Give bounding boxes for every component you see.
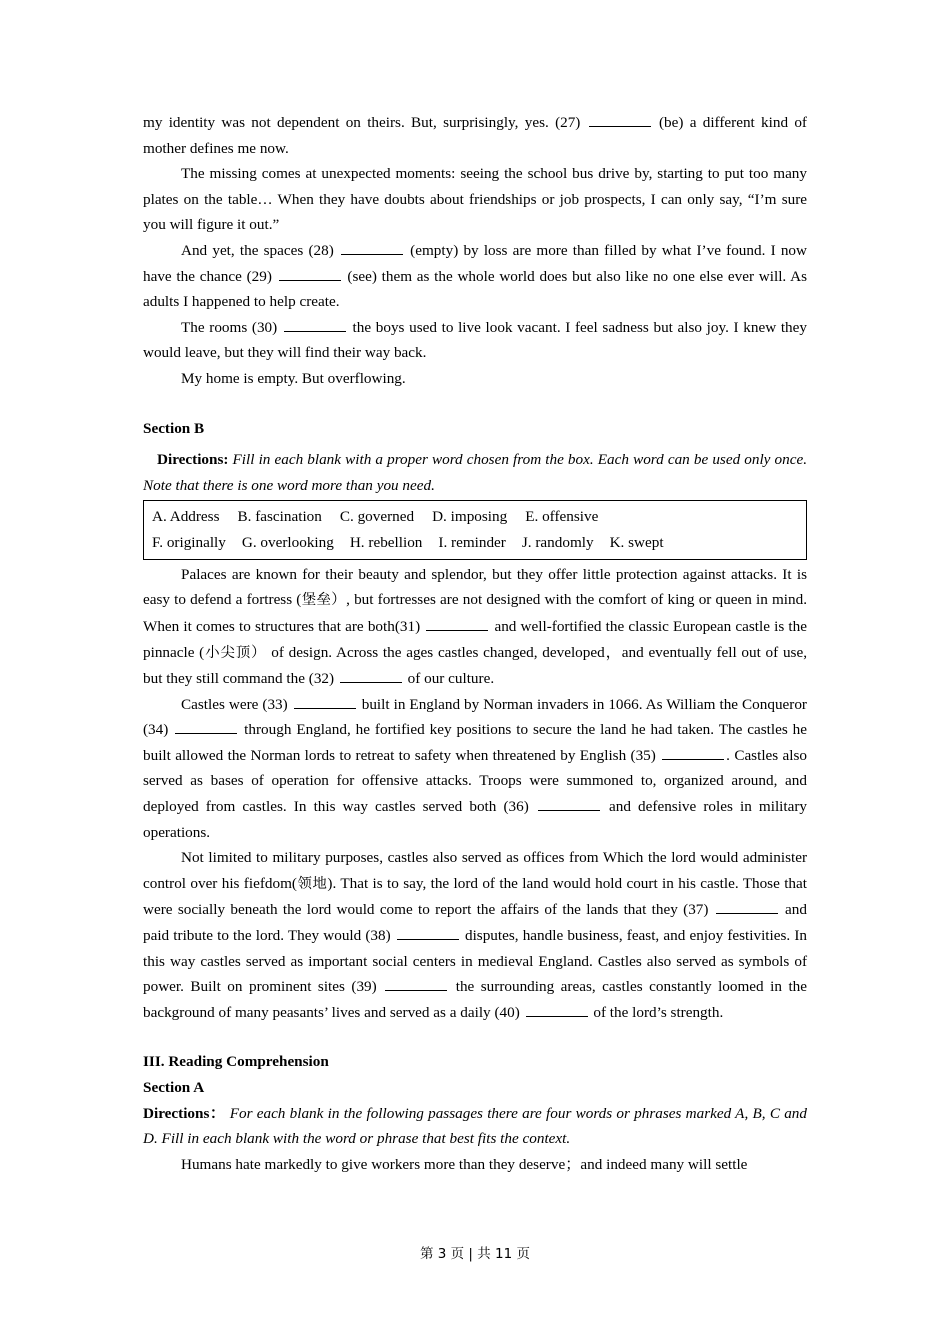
directions-text: For each blank in the following passages there are four words or phrases marked A, B, C and D. Fill in each blank with the word or phrase that best fits the context. — [143, 1104, 807, 1148]
paragraph: Not limited to military purposes, castles also served as offices from Which the lord would administer control over his fiefdom(领地). That is to say, the lord of the land would hold court in his castle. Those that were socially beneath the lord would come to report the affairs of the lands that they (37) and paid tribute to the lord. They would (38) disputes, handle business, feast, and enjoy festivities. In this way castles served as important social centers in medieval England. Castles also served as symbols of power. Built on prominent sites (39) the surrounding areas, castles constantly loomed in the background of many peasants’ lives and served as a daily (40) of the lord’s strength. — [143, 849, 807, 1021]
spacer — [143, 392, 807, 416]
answer-blank[interactable] — [397, 925, 459, 940]
answer-blank[interactable] — [279, 265, 341, 280]
word-bank-item: G. overlooking — [241, 533, 334, 551]
chinese-gloss: 堡垒） — [301, 592, 347, 609]
paragraph: The rooms (30) the boys used to live look vacant. I feel sadness but also joy. I knew they would leave, but they will find their way back. — [143, 315, 807, 366]
word-bank-item: D. imposing — [432, 508, 508, 526]
answer-blank[interactable] — [538, 796, 600, 811]
answer-blank[interactable] — [589, 112, 651, 127]
directions-label: Directions: — [157, 451, 229, 469]
word-bank-item: H. rebellion — [349, 533, 423, 551]
word-bank-item: F. originally — [152, 533, 226, 551]
word-bank-item: I. reminder — [438, 533, 506, 551]
answer-blank[interactable] — [526, 1001, 588, 1016]
section-iii-subheading: Section A — [143, 1079, 205, 1096]
paragraph: And yet, the spaces (28) (empty) by loss are more than filled by what I’ve found. I now have the chance (29) (see) them as the whole world does but also like no one else ever will. As adults I happened to help create. — [143, 238, 807, 315]
section-b-heading: Section B — [143, 419, 205, 437]
answer-blank[interactable] — [294, 693, 356, 708]
chinese-gloss: 小尖顶） — [204, 644, 267, 661]
word-bank-row-2 — [152, 530, 798, 555]
word-bank-item: K. swept — [609, 533, 664, 551]
directions-text: Fill in each blank with a proper word chosen from the box. Each word can be used only once. Note that there is one word more than you need. — [143, 451, 807, 494]
paragraph: My home is empty. But overflowing. — [181, 369, 406, 387]
word-bank-box — [143, 500, 807, 559]
word-bank-item: J. randomly — [521, 533, 594, 551]
answer-blank[interactable] — [284, 316, 346, 331]
section-iii-heading: III. Reading Comprehension — [143, 1053, 329, 1071]
answer-blank[interactable] — [716, 899, 778, 914]
answer-blank[interactable] — [340, 668, 402, 683]
section-b-directions — [143, 447, 807, 498]
directions-label: Directions： — [143, 1104, 226, 1122]
paragraph: The missing comes at unexpected moments: seeing the school bus drive by, starting to put too many plates on the table… When they have doubts about friendships or job prospects, I can only say, “I’m sure you will figure it out.” — [143, 165, 807, 234]
section-iii-passage — [143, 1152, 807, 1178]
section-iii-directions — [143, 1101, 807, 1152]
paragraph: Humans hate markedly to give workers more than they deserve；and indeed many will settle — [181, 1155, 748, 1173]
answer-blank[interactable] — [341, 240, 403, 255]
paragraph: Palaces are known for their beauty and splendor, but they offer little protection against attacks. It is easy to defend a fortress (堡垒）, but fortresses are not designed with the comfort of king or queen in mind. When it comes to structures that are both(31) and well-fortified the classic European castle is the pinnacle (小尖顶） of design. Across the ages castles changed, developed，and eventually fell out of use, but they still command the (32) of our culture. — [143, 565, 807, 688]
word-bank-item: E. offensive — [525, 508, 599, 526]
chinese-gloss: 领地 — [296, 875, 328, 892]
answer-blank[interactable] — [385, 976, 447, 991]
word-bank-row-1 — [152, 504, 798, 529]
word-bank-item: C. governed — [339, 508, 415, 526]
word-bank-item: A. Address — [152, 508, 220, 526]
spacer — [143, 1025, 807, 1049]
answer-blank[interactable] — [175, 719, 237, 734]
part-a-passage — [143, 110, 807, 392]
word-bank-item: B. fascination — [237, 508, 322, 526]
paragraph: Castles were (33) built in England by Norman invaders in 1066. As William the Conqueror (34) through England, he fortified key positions to secure the land he had taken. The castles he built allowed the Norman lords to retreat to safety when threatened by English (35) . Castles also served as bases of operation for offensive attacks. Troops were summoned to, organized around, and deployed from castles. In this way castles served both (36) and defensive roles in military operations. — [143, 692, 807, 846]
paragraph: my identity was not dependent on theirs. But, surprisingly, yes. (27) (be) a different kind of mother defines me now. — [143, 110, 807, 161]
answer-blank[interactable] — [662, 744, 724, 759]
section-b-passage — [143, 562, 807, 1026]
answer-blank[interactable] — [426, 615, 488, 630]
page-footer: 第 3 页 | 共 11 页 — [419, 1246, 531, 1262]
